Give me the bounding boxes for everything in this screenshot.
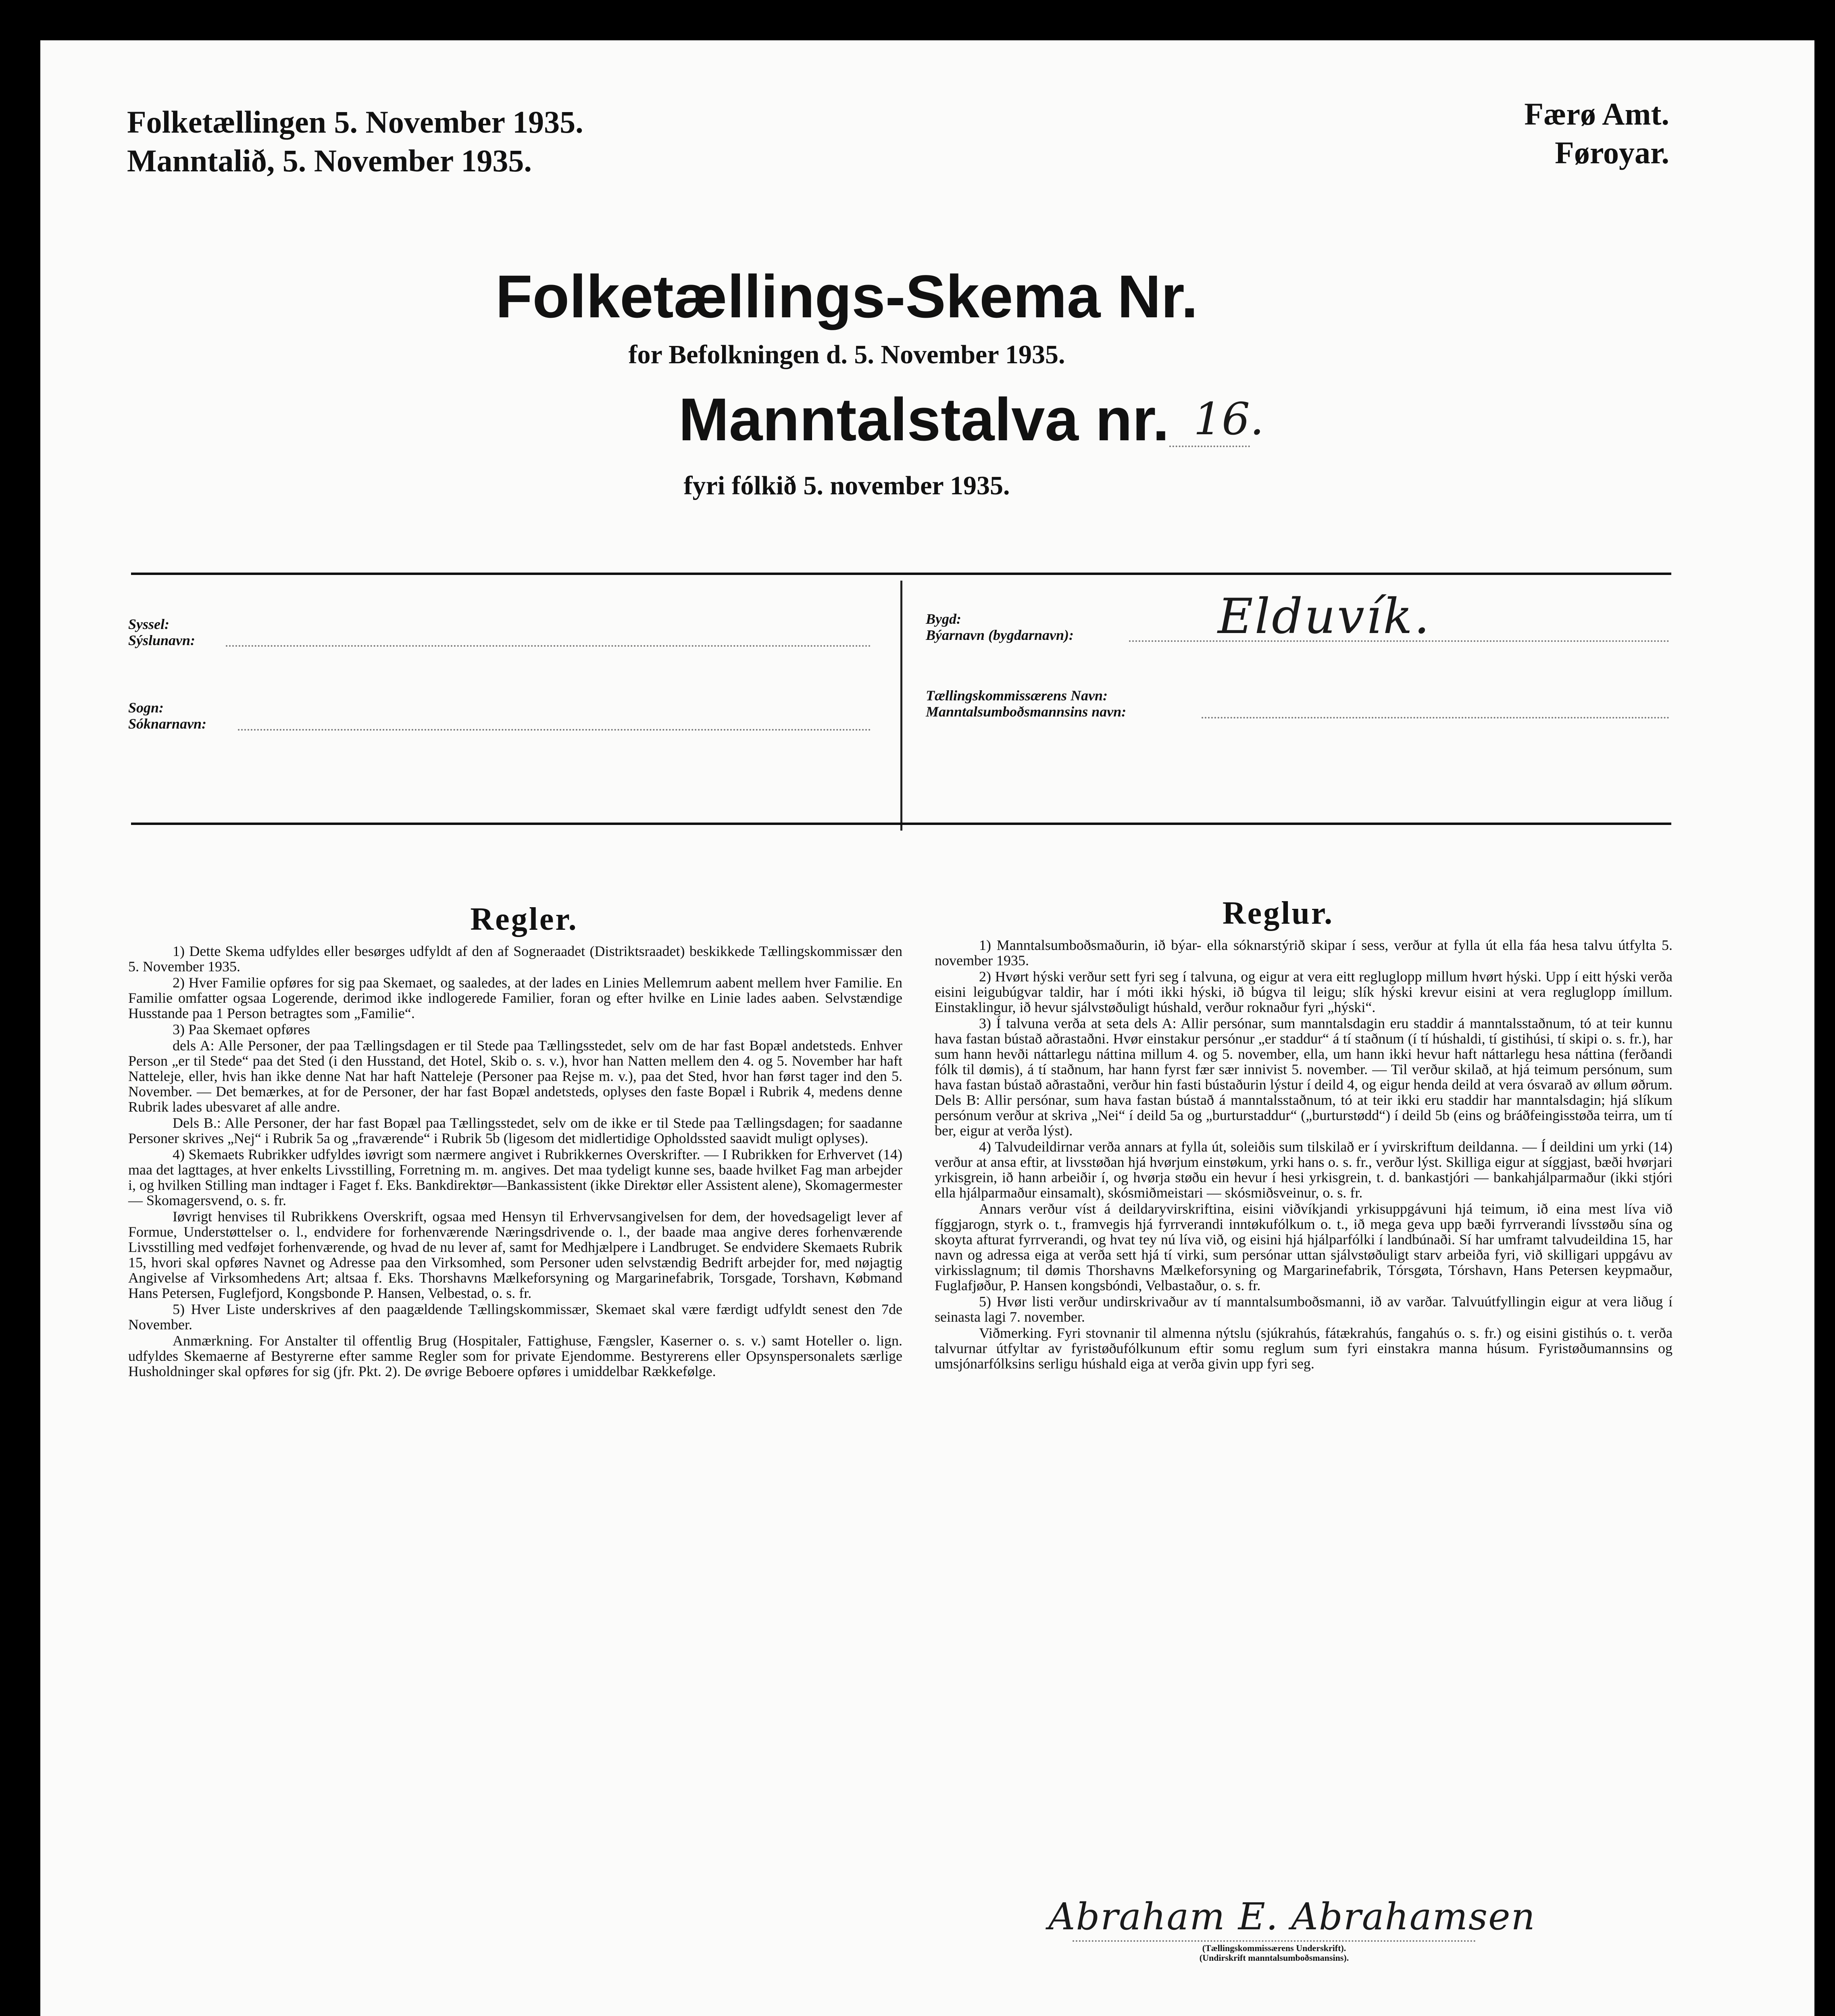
form-title: Folketællings-Skema Nr. [495, 262, 1198, 330]
signature-line [1073, 1940, 1476, 1942]
rules-left-p3: 3) Paa Skemaet opføres [173, 1021, 310, 1037]
rules-right-p6: 5) Hvør listi verður undirskrivaður av tí manntalsumboðsmanni, ið av varðar. Talvuútfyllingin eigur at vera liðug í seinasta lagi 7. november. [935, 1293, 1673, 1325]
form-number-line [1169, 446, 1250, 447]
signature-caption: (Tællingskommissærens Underskrift). (Undirskrift manntalsumboðsmansins). [1199, 1943, 1349, 1963]
sogn-line [238, 729, 871, 731]
form-subtitle-faroese: fyri fólkið 5. november 1935. [683, 471, 1010, 500]
rules-left-p2: 2) Hver Familie opføres for sig paa Skemaet, og saaledes, at der lades en Linies Mellemrum aabent mellem hver Familie. En Familie omfatter ogsaa Logerende, derimod ikke indlogerede Familier, foran og efter hvilke en Linie lades aaben. Selvstændige Husstande paa 1 Person betragtes som „Familie“. [128, 975, 902, 1021]
form-title-faroese: Manntalstalva nr. [678, 385, 1169, 453]
rules-left-p1: 1) Dette Skema udfyldes eller besørges udfyldt af den af Sogneraadet (Distriktsraadet) beskikkede Tællingskommissær den 5. November 1935. [128, 943, 902, 975]
rules-right-p5: Annars verður víst á deildaryvirskriftina, eisini viðvíkjandi yrkisuppgávuni hjá teimum, ið eina mest líva við fíggjarogn, styrk o. t., framvegis hjá fyrrverandi inntøkufólkum o. t., ið mega geva upp bæði fyrrverandi lívsstøðu sína og skoyta afturat fyrrverandi, og hvat tey nú líva við, og eisini hjá hjálparfólki í landbúnaði. Sí har umframt talvudeildina 15, har navn og adressa eiga at verða sett hjá tí virki, sum persónar uttan sjálvstøðuligt starv arbeiða fyri, við skilligari uppgávu av virkisslagnum; til dømis Thorshavns Mælkeforsyning og Margarinefabrik, Tórsgøta, Tórshavn, Hans Petersen keypmaður, Fuglafjøður, P. Hansen kongsbóndi, Velbastaður, o. s. fr. [935, 1201, 1673, 1293]
signature-handwritten: Abraham E. Abrahamsen [1048, 1895, 1536, 1938]
kommissaer-line [1202, 717, 1669, 719]
bygd-line [1129, 640, 1669, 642]
rules-left-p7: Iøvrigt henvises til Rubrikkens Overskrift, ogsaa med Hensyn til Erhvervsangivelsen for dem, der hovedsageligt lever af Formue, Understøttelser o. l., endvidere for forhenværende Næringsdrivende o. l., der baade maa angive deres forhenværende Livsstilling med vedføjet forhenværende, og hvad de nu lever af, samt for Medhjælpere i Landbruget. Se endvidere Skemaets Rubrik 15, hvori skal opføres Navnet og Adresse paa den Virksomhed, som Personer uden selvstændig Bedrift arbejder for, med nøjagtig Angivelse af Virksomhedens Art; altsaa f. Eks. Thorshavns Mælkeforsyning og Margarinefabrik, Torsgade, Torshavn, Købmand Hans Petersen, Fuglefjord, Kongsbonde P. Hansen, Velbestad, o. s. fr. [128, 1208, 902, 1301]
form-number-handwritten: 16. [1193, 393, 1264, 445]
syssel-line [226, 645, 871, 647]
rules-left-p6: 4) Skemaets Rubrikker udfyldes iøvrigt som nærmere angivet i Rubrikkernes Overskrifter. — I Rubrikken for Erhvervet (14) maa det lagttages, at hver enkelts Livsstilling, Forretning m. m. angives. Det maa tydeligt kunne ses, baade hvilket Fag man arbejder i, og hvilken Stilling man indtager i Faget f. Eks. Bankdirektør—Bankassistent (ikke Direktør eller Assistent alene), Skomagermester — Skomagersvend, o. s. fr. [128, 1146, 902, 1208]
rules-left-p5: Dels B.: Alle Personer, der har fast Bopæl paa Tællingsstedet, selv om de ikke er til Stede paa Tællingsdagen; for saadanne Personer skrives „Nej“ i Rubrik 5a og „fraværende“ i Rubrik 5b (ligesom det midlertidige Opholdssted saavidt muligt oplyses). [128, 1115, 902, 1146]
rules-right-p2: 2) Hvørt hýski verður sett fyri seg í talvuna, og eigur at vera eitt regluglopp millum hvørt hýski. Upp í eitt hýski verða eisini leigubúgvar taldir, har í móti ikki hýski, ið búgva til leigu; slík hýski krevur eisini at vera regluglopp ímillum. Einstaklingur, ið hevur sjálvstøðuligt húshald, verður roknaður fyri „hýski“. [935, 968, 1673, 1015]
form-subtitle: for Befolkningen d. 5. November 1935. [628, 340, 1065, 369]
rules-left-title: Regler. [470, 902, 578, 937]
rules-left-text [128, 943, 902, 1380]
rules-left-p4: dels A: Alle Personer, der paa Tællingsdagen er til Stede paa Tællingsstedet, selv om de har fast Bopæl andetsteds. Enhver Person „er til Stede“ paa det Sted (i den Husstand, det Hotel, Skib o. s. v.), hvor han Natten mellem den 4. og 5. November har haft Natteleje, eller, hvis han ikke denne Nat har haft Natteleje (Personer paa Rejse m. v.), paa det Sted, hvor han først tager ind den 5. November. — Det bemærkes, at for de Personer, der har fast Bopæl andetsteds, oplyses den faste Bopæl i Rubrik 4, medens denne Rubrik lades ubesvaret af alle andre. [128, 1037, 902, 1115]
top-rule [131, 573, 1671, 575]
header-left-line1: Folketællingen 5. November 1935. [127, 104, 583, 140]
syssel-label: Syssel: Sýslunavn: [128, 616, 196, 648]
rules-right-title: Reglur. [1222, 896, 1334, 931]
rules-left-p8: 5) Hver Liste underskrives af den paagældende Tællingskommissær, Skemaet skal være færdigt udfyldt senest den 7de November. [128, 1301, 902, 1333]
rules-right-p3: 3) Í talvuna verða at seta dels A: Allir persónar, sum manntalsdagin eru staddir á manntalsstaðnum, tó at teir kunnu hava fastan bústað aðrastaðni. Hvør einstakur persónur „er staddur“ á tí staðnum (í tí húshaldi, tí gistihúsi, tí skipi o. s. fr.), har sum hann hevði náttarlegu náttina millum 4. og 5. november, ella, um hann ikki hevur haft náttarlegu hesa náttina (ferðandi fólk til dømis), á tí staðnum, har hann fyrst fær sær innivist 5. november. — Til verður skilað, at hjá teimum persónum, sum hava fastan bústað aðrastaðni, verður hin fasti bústaðurin lýstur í deild 4, og eigur henda deild at vera ósvarað av øllum øðrum. Dels B: Allir persónar, sum hava fastan bústað á manntalsstaðnum, tó at teir ikki eru staddir har manntalsdagin; hjá slíkum persónum verður at skriva „Nei“ í deild 5a og „burturstaddur“ („burturstødd“) í deild 5b (eins og bráðfeingisstøða teirra, um tí ber, eigur at verða lýst). [935, 1015, 1673, 1139]
rules-right-text [935, 937, 1673, 1372]
header-right [1331, 95, 1669, 172]
header-right-line1: Færø Amt. [1524, 96, 1669, 131]
header-right-line2: Føroyar. [1555, 135, 1669, 170]
bottom-rule [131, 823, 1671, 825]
bygd-value-handwritten: Elduvík. [1218, 589, 1431, 645]
rules-left-p9: Anmærkning. For Anstalter til offentlig Brug (Hospitaler, Fattighuse, Fængsler, Kaserner o. s. v.) samt Hoteller o. lign. udfyldes Skemaerne af Bestyrerne efter samme Regler som for private Ejendomme. Bestyrerens eller Opsynspersonalets særlige Husholdninger skal opføres for sig (jfr. Pkt. 2). De øvrige Beboere opføres i umiddelbar Rækkefølge. [128, 1333, 902, 1379]
kommissaer-label: Tællingskommissærens Navn: Manntalsumboðsmannsins navn: [926, 687, 1127, 720]
rules-right-p4: 4) Talvudeildirnar verða annars at fylla út, soleiðis sum tilskilað er í yvirskriftum deildanna. — Í deildini um yrki (14) verður at ansa eftir, at livsstøðan hjá hvørjum einstøkum, yrki hans o. s. fr., verður lýst. Skilliga eigur at síggjast, bæði hvørjari yrkisgrein, ið hann arbeiðir í, og hvørja støðu ein hevur í hesi yrkisgrein, t. d. bankastjóri — bankahjálparmaður (ikki stjóri ella hjálparmaður einsamalt), skósmiðmeistari — skósmiðsveinur, o. s. fr. [935, 1139, 1673, 1201]
sogn-label: Sogn: Sóknarnavn: [128, 700, 207, 732]
header-left [127, 103, 812, 180]
field-divider [900, 581, 902, 831]
bygd-label: Bygd: Býarnavn (bygdarnavn): [926, 611, 1074, 643]
header-left-line2: Manntalið, 5. November 1935. [127, 143, 532, 178]
rules-right-p7: Viðmerking. Fyri stovnanir til almenna nýtslu (sjúkrahús, fátækrahús, fangahús o. s. fr.) og eisini gistihús o. t. verða talvurnar útfyltar av fyristøðufólkunum eftir somu reglum sum fyri einstakra manna húsum. Fyristøðumannsins og umsjónarfólksins serligu húshald eiga at verða givin upp fyri seg. [935, 1325, 1673, 1372]
rules-right-p1: 1) Manntalsumboðsmaðurin, ið býar- ella sóknarstýrið skipar í sess, verður at fylla út ella fáa hesa talvu útfylta 5. november 1935. [935, 937, 1673, 968]
